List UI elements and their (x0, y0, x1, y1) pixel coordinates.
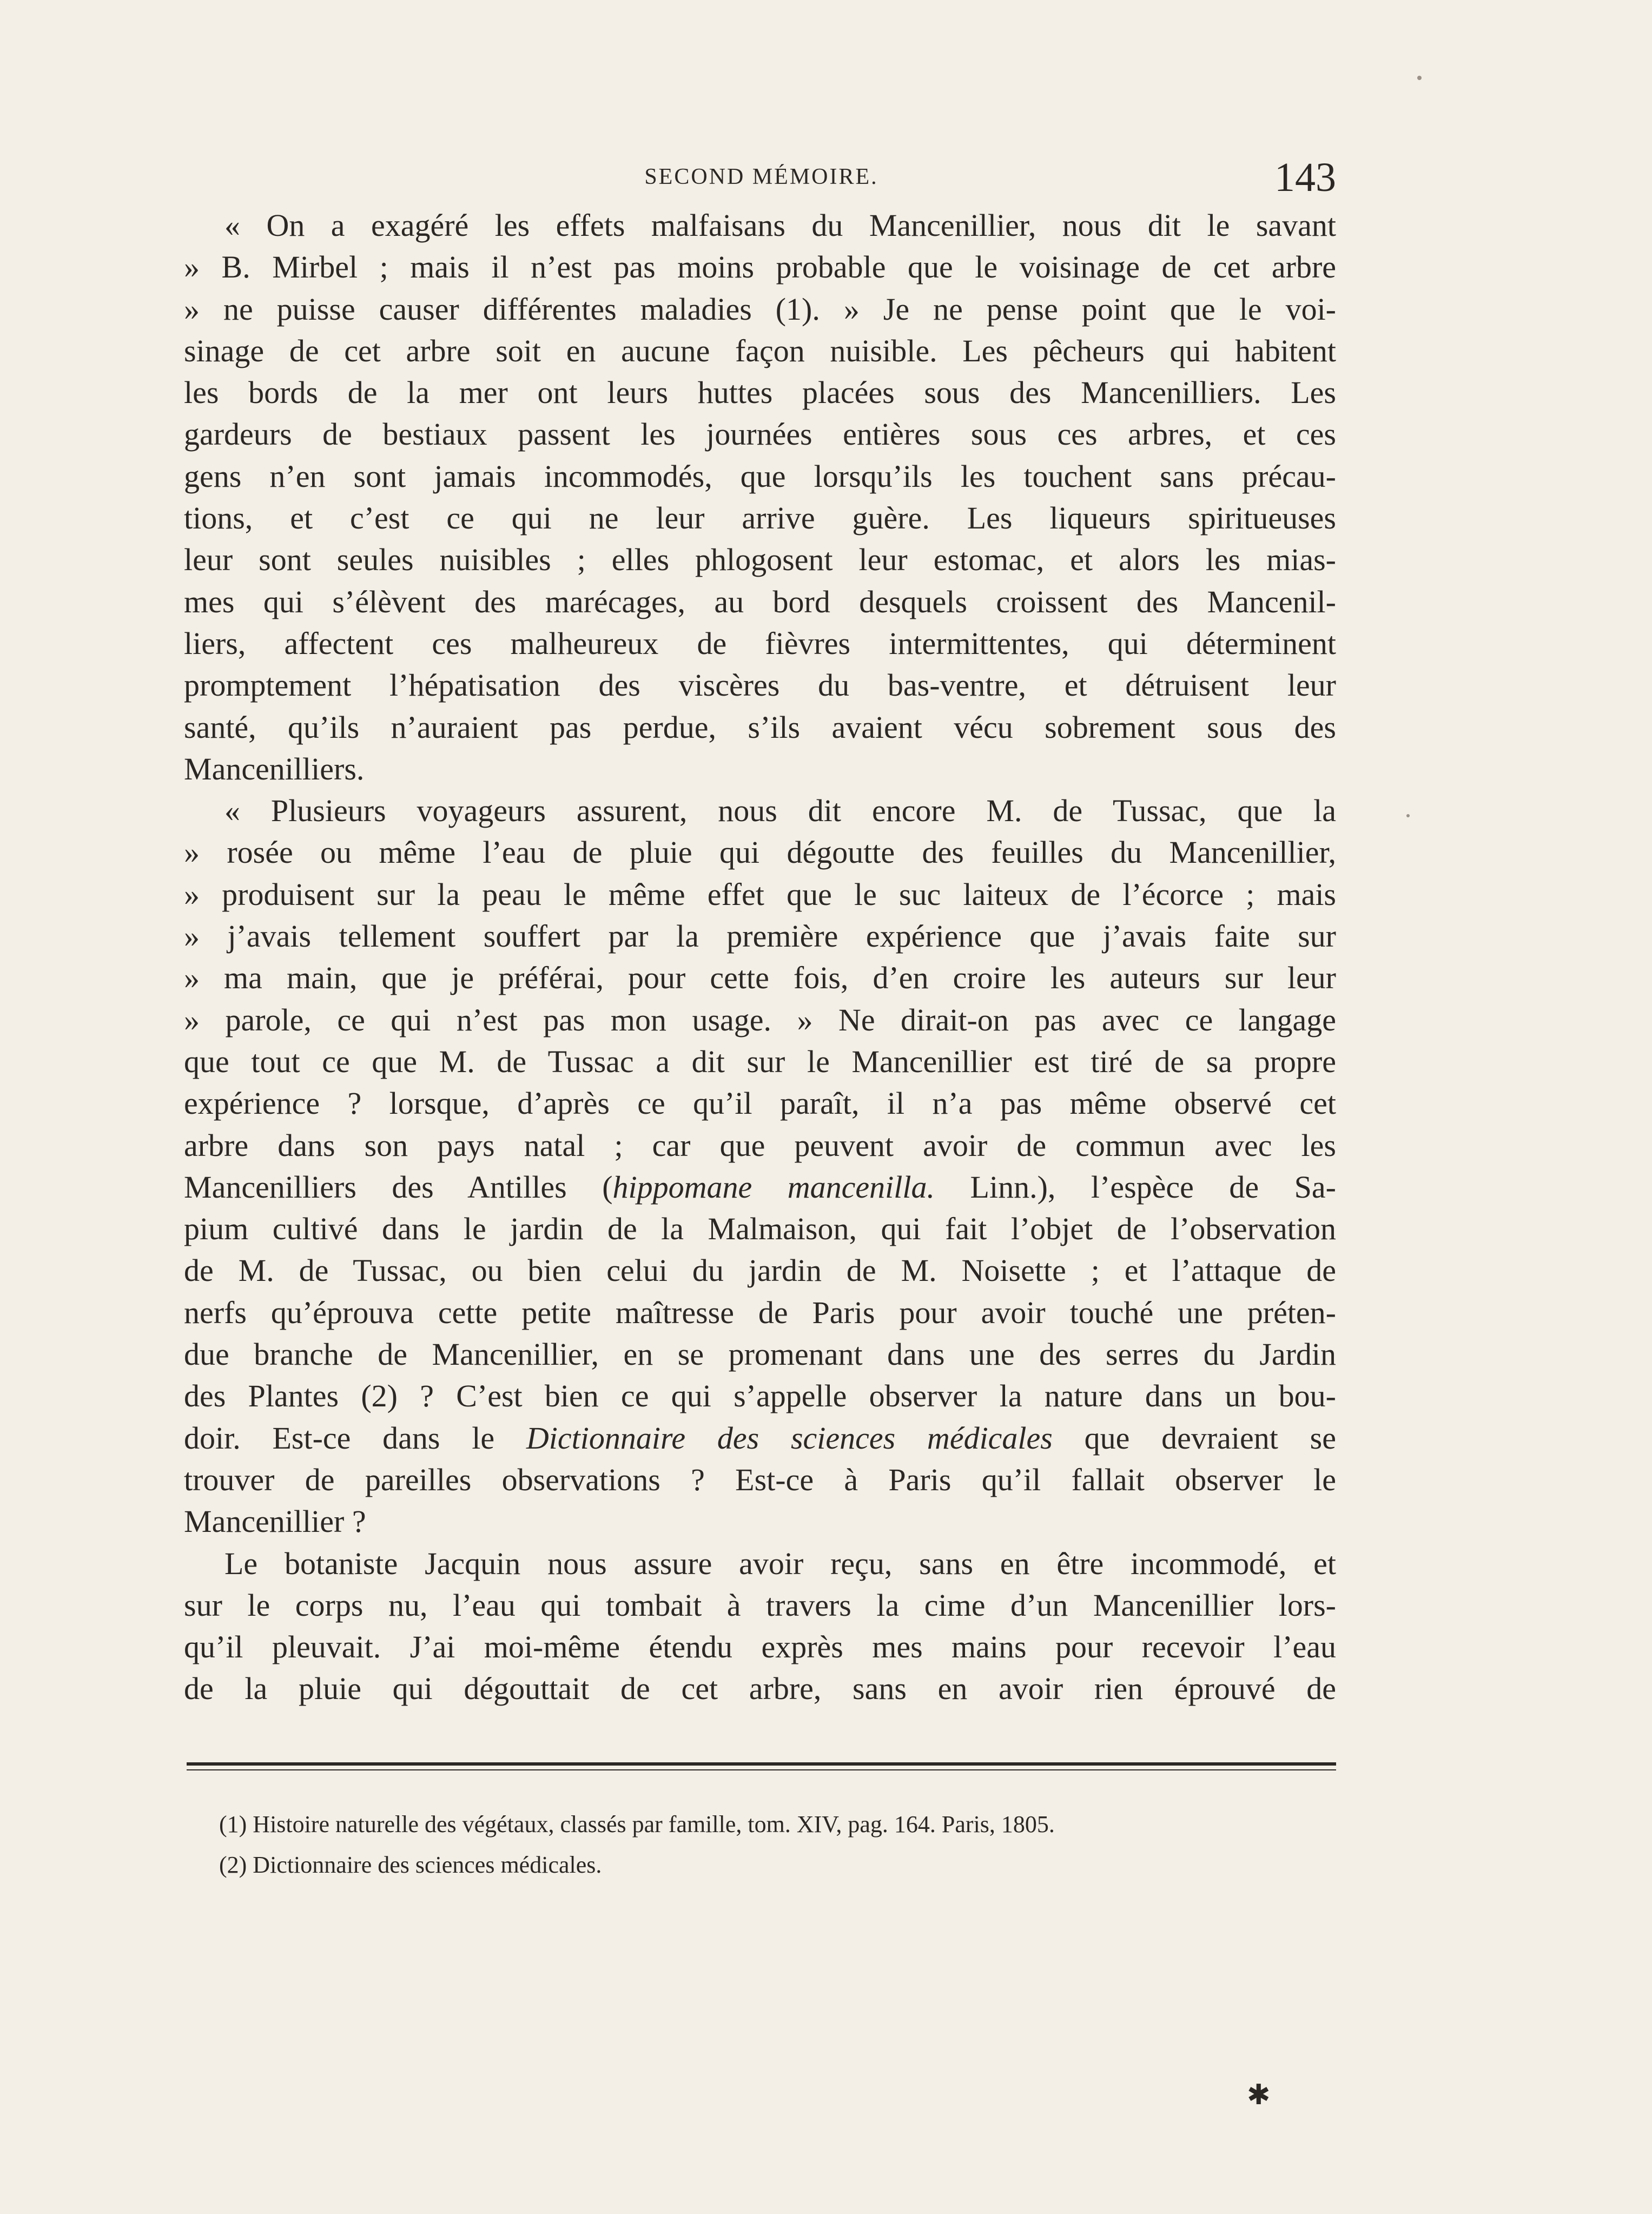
text-line: due branche de Mancenillier, en se promenant dans une des serres du Jardin (184, 1337, 1336, 1372)
text-line: expérience ? lorsque, d’après ce qu’il paraît, il n’a pas même observé cet (184, 1086, 1336, 1121)
text-line: » parole, ce qui n’est pas mon usage. » Ne dirait-on pas avec ce langage (184, 1002, 1336, 1037)
text-line: tions, et c’est ce qui ne leur arrive guère. Les liqueurs spiritueuses (184, 500, 1336, 536)
footnote-1: (1) Histoire naturelle des végétaux, classés par famille, tom. XIV, pag. 164. Paris, 1805. (219, 1811, 1055, 1838)
running-title: SECOND MÉMOIRE. (644, 164, 878, 189)
text-line: leur sont seules nuisibles ; elles phlogosent leur estomac, et alors les mias- (184, 542, 1336, 578)
text-line: pium cultivé dans le jardin de la Malmaison, qui fait l’objet de l’observation (184, 1211, 1336, 1247)
body-text (184, 204, 1336, 1710)
paper-speck (1417, 76, 1422, 80)
italic-taxon: hippomane mancenilla. (612, 1169, 935, 1205)
text-line: gens n’en sont jamais incommodés, que lorsqu’ils les touchent sans précau- (184, 458, 1336, 494)
text-line: des Plantes (2) ? C’est bien ce qui s’appelle observer la nature dans un bou- (184, 1378, 1336, 1414)
italic-title: Dictionnaire des sciences médicales (526, 1420, 1053, 1456)
text-line: nerfs qu’éprouva cette petite maîtresse de Paris pour avoir touché une préten- (184, 1294, 1336, 1330)
running-head (187, 154, 1336, 203)
text-line: de la pluie qui dégouttait de cet arbre, sans en avoir rien éprouvé de (184, 1671, 1336, 1707)
text-span: que devraient se (1052, 1420, 1336, 1456)
text-line (184, 1417, 1336, 1459)
text-line: mes qui s’élèvent des marécages, au bord desquels croissent des Mancenil- (184, 584, 1336, 619)
text-line: gardeurs de bestiaux passent les journées entières sous ces arbres, et ces (184, 417, 1336, 452)
text-line: les bords de la mer ont leurs huttes placées sous des Mancenilliers. Les (184, 375, 1336, 411)
text-line: Mancenillier ? (184, 1504, 366, 1539)
text-line: trouver de pareilles observations ? Est-ce à Paris qu’il fallait observer le (184, 1462, 1336, 1497)
text-span: Mancenilliers des Antilles ( (184, 1169, 613, 1205)
text-line: santé, qu’ils n’auraient pas perdue, s’ils avaient vécu sobrement sous des (184, 709, 1336, 745)
text-line: sinage de cet arbre soit en aucune façon nuisible. Les pêcheurs qui habitent (184, 333, 1336, 368)
text-span: Linn.), l’espèce de Sa- (935, 1169, 1336, 1205)
footnote-rule (187, 1762, 1336, 1766)
text-line: Le botaniste Jacquin nous assure avoir reçu, sans en être incommodé, et (224, 1545, 1336, 1581)
text-line: » ma main, que je préférai, pour cette fois, d’en croire les auteurs sur leur (184, 960, 1336, 996)
text-line: » produisent sur la peau le même effet que le suc laiteux de l’écorce ; mais (184, 876, 1336, 912)
text-line: liers, affectent ces malheureux de fièvres intermittentes, qui déterminent (184, 625, 1336, 661)
text-line: » ne puisse causer différentes maladies (1). » Je ne pense point que le voi- (184, 291, 1336, 327)
text-line: » rosée ou même l’eau de pluie qui dégoutte des feuilles du Mancenillier, (184, 835, 1336, 870)
text-line: Mancenilliers. (184, 751, 365, 787)
paper-speck (1406, 814, 1410, 817)
text-line: arbre dans son pays natal ; car que peuvent avoir de commun avec les (184, 1127, 1336, 1163)
text-line: promptement l’hépatisation des viscères du bas-ventre, et détruisent leur (184, 667, 1336, 703)
text-line: de M. de Tussac, ou bien celui du jardin de M. Noisette ; et l’attaque de (184, 1253, 1336, 1288)
footnotes (219, 1804, 1333, 1885)
text-line: » B. Mirbel ; mais il n’est pas moins probable que le voisinage de cet arbre (184, 249, 1336, 285)
page-number: 143 (1274, 155, 1336, 200)
text-line: « On a exagéré les effets malfaisans du Mancenillier, nous dit le savant (224, 208, 1336, 243)
text-line (184, 1166, 1336, 1208)
text-line: sur le corps nu, l’eau qui tombait à travers la cime d’un Mancenillier lors- (184, 1587, 1336, 1623)
footnote-2: (2) Dictionnaire des sciences médicales. (219, 1852, 602, 1878)
text-line: qu’il pleuvait. J’ai moi-même étendu exprès mes mains pour recevoir l’eau (184, 1629, 1336, 1665)
text-line: « Plusieurs voyageurs assurent, nous dit encore M. de Tussac, que la (224, 793, 1336, 829)
text-line: que tout ce que M. de Tussac a dit sur le Mancenillier est tiré de sa propre (184, 1043, 1336, 1079)
signature-mark: ✱ (1247, 2080, 1271, 2111)
text-span: doir. Est-ce dans le (184, 1420, 526, 1456)
footnote-rule-thin (187, 1769, 1336, 1770)
text-line: » j’avais tellement souffert par la première expérience que j’avais faite sur (184, 918, 1336, 954)
